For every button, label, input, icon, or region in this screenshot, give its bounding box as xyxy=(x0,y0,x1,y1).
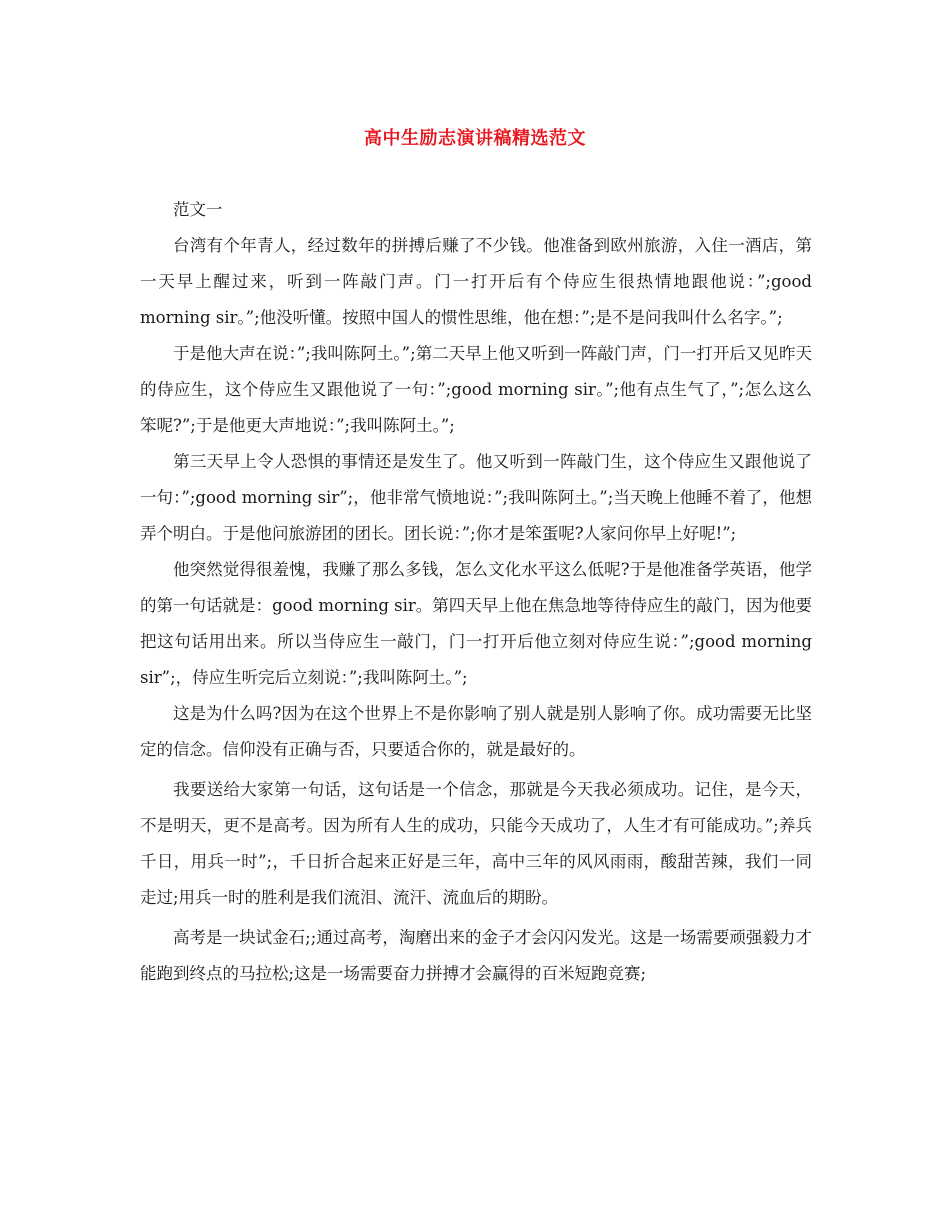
body-paragraph: 他突然觉得很羞愧，我赚了那么多钱，怎么文化水平这么低呢?于是他准备学英语，他学的第一句话就是：good morning sir。第四天早上他在焦急地等待侍应生的敲门，因为他要把这句话用出来。所以当侍应生一敲门，门一打开后他立刻对侍应生说：”;good morning sir”;，侍应生听完后立刻说：”;我叫陈阿土。”; xyxy=(140,560,812,687)
section-heading: 范文一 xyxy=(173,200,223,219)
body-paragraph: 这是为什么吗?因为在这个世界上不是你影响了别人就是别人影响了你。成功需要无比坚定的信念。信仰没有正确与否，只要适合你的，就是最好的。 xyxy=(140,704,812,759)
body-paragraph: 高考是一块试金石;;通过高考，淘磨出来的金子才会闪闪发光。这是一场需要顽强毅力才能跑到终点的马拉松;这是一场需要奋力拼搏才会赢得的百米短跑竞赛; xyxy=(140,928,812,983)
document-title: 高中生励志演讲稿精选范文 xyxy=(364,128,586,149)
body-paragraph: 台湾有个年青人，经过数年的拼搏后赚了不少钱。他准备到欧州旅游，入住一酒店，第一天早上醒过来，听到一阵敲门声。门一打开后有个侍应生很热情地跟他说：”;good morning sir。”;他没听懂。按照中国人的惯性思维，他在想：”;是不是问我叫什么名字。”; xyxy=(140,236,812,327)
document-body xyxy=(140,192,812,992)
body-paragraph: 于是他大声在说：”;我叫陈阿土。”;第二天早上他又听到一阵敲门声，门一打开后又见昨天的侍应生，这个侍应生又跟他说了一句：”;good morning sir。”;他有点生气了，”;怎么这么笨呢?”;于是他更大声地说：”;我叫陈阿土。”; xyxy=(140,344,812,435)
body-paragraph: 第三天早上令人恐惧的事情还是发生了。他又听到一阵敲门生，这个侍应生又跟他说了一句：”;good morning sir”;，他非常气愤地说：”;我叫陈阿土。”;当天晚上他睡不着了，他想弄个明白。于是他问旅游团的团长。团长说：”;你才是笨蛋呢?人家问你早上好呢!”; xyxy=(140,452,812,543)
body-paragraph: 我要送给大家第一句话，这句话是一个信念，那就是今天我必须成功。记住，是今天，不是明天，更不是高考。因为所有人生的成功，只能今天成功了，人生才有可能成功。”;养兵千日，用兵一时”;，千日折合起来正好是三年，高中三年的风风雨雨，酸甜苦辣，我们一同走过;用兵一时的胜利是我们流泪、流汗、流血后的期盼。 xyxy=(140,780,812,907)
